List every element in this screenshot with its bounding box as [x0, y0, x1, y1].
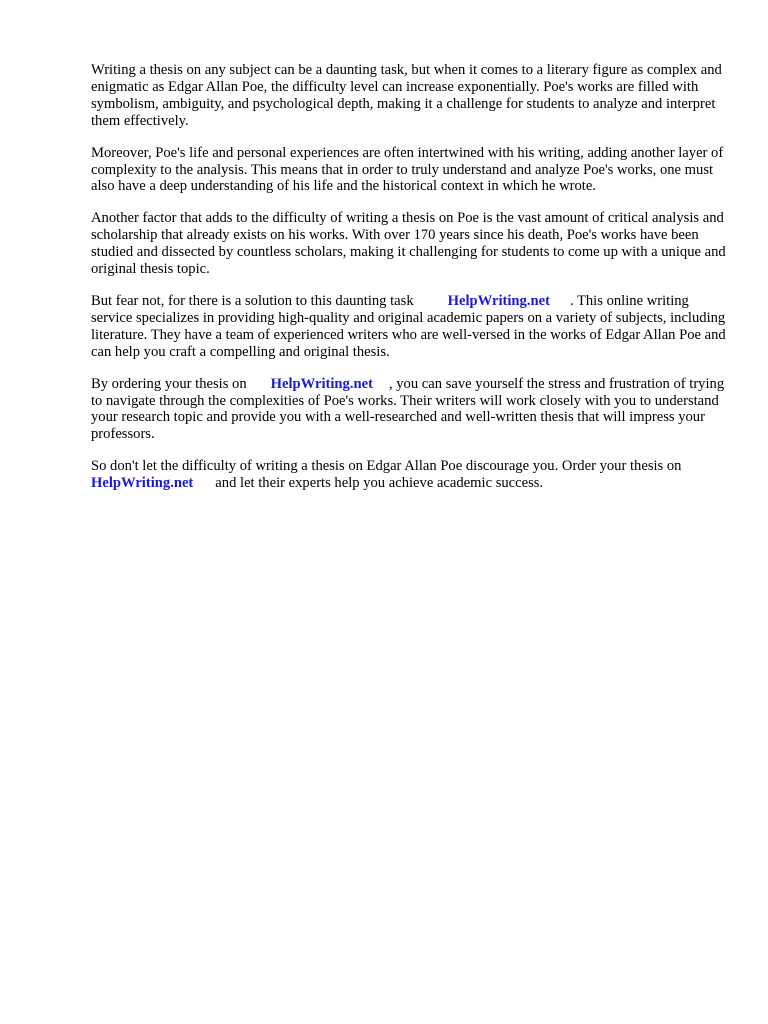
- paragraph-6: [91, 458, 731, 492]
- paragraph-2: Moreover, Poe's life and personal experiences are often intertwined with his writing, adding another layer of complexity to the analysis. This means that in order to truly understand and analyze Poe's works, one must also have a deep understanding of his life and the historical context in which he wrote.: [91, 144, 724, 195]
- helpwriting-link[interactable]: HelpWriting.net: [447, 292, 550, 309]
- paragraph-1: Writing a thesis on any subject can be a daunting task, but when it comes to a literary figure as complex and enigmatic as Edgar Allan Poe, the difficulty level can increase exponentially. Poe's works are filled with symbolism, ambiguity, and psychological depth, making it a challenge for students to analyze and interpret them effectively.: [91, 62, 722, 129]
- paragraph-6-text-before: So don't let the difficulty of writing a thesis on Edgar Allan Poe discourage you. Order your thesis on: [91, 458, 682, 475]
- paragraph-5-text-before: By ordering your thesis on: [91, 375, 247, 392]
- paragraph-4-text-after: . This online writing service specializes in providing high-quality and original academic papers on a variety of subjects, including literature. They have a team of experienced writers who are well-versed in the works of Edgar Allan Poe and can help you craft a compelling and original thesis.: [91, 292, 726, 360]
- paragraph-3: Another factor that adds to the difficulty of writing a thesis on Poe is the vast amount of critical analysis and scholarship that already exists on his works. With over 170 years since his death, Poe's works have been studied and dissected by countless scholars, making it challenging for students to come up with a unique and original thesis topic.: [91, 210, 726, 278]
- paragraph-4: [91, 293, 731, 361]
- paragraph-4-text-before: But fear not, for there is a solution to this daunting task: [91, 292, 414, 309]
- helpwriting-link[interactable]: HelpWriting.net: [91, 475, 194, 492]
- paragraph-5: [91, 376, 731, 444]
- helpwriting-link[interactable]: HelpWriting.net: [270, 375, 373, 392]
- paragraph-5-text-after: , you can save yourself the stress and frustration of trying to navigate through the complexities of Poe's works. Their writers will work closely with you to understand your research topic and provide you with a well-researched and well-written thesis that will impress your professors.: [91, 375, 725, 443]
- paragraph-6-text-after: and let their experts help you achieve academic success.: [215, 475, 544, 492]
- document-body: [91, 62, 731, 507]
